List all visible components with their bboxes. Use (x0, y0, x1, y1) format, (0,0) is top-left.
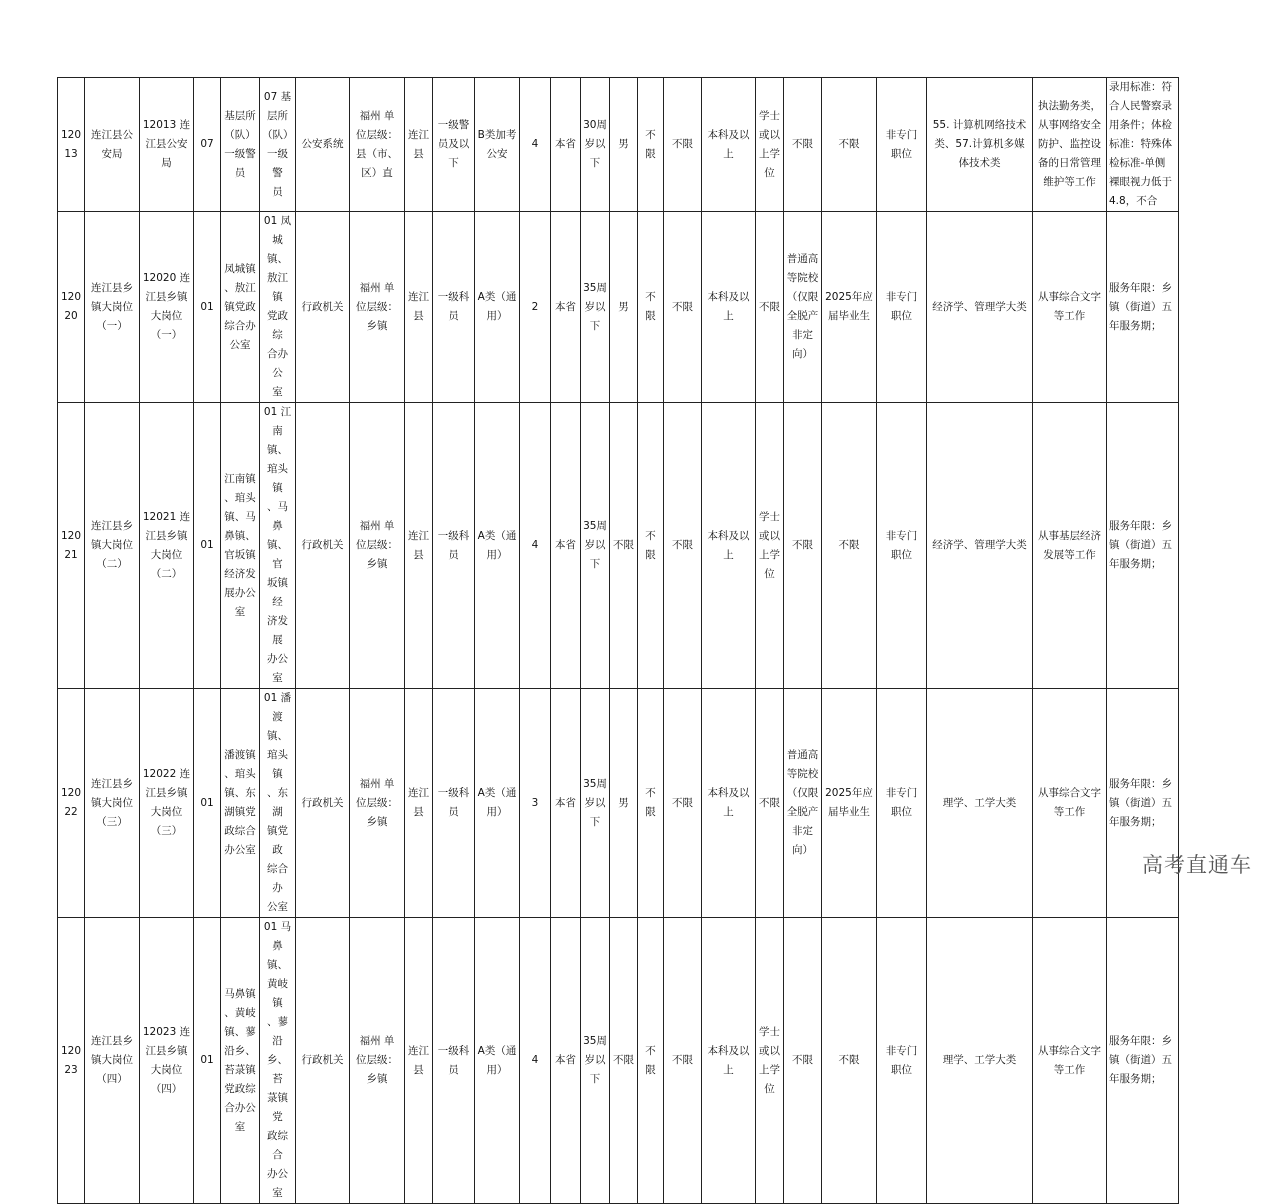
cell-job-description: 从事综合文字 等工作 (1033, 212, 1107, 403)
cell-headcount: 4 (520, 918, 551, 1204)
table-row (58, 689, 1179, 918)
cell-education: 本科及以 上 (702, 212, 756, 403)
cell-exam-category: A类（通 用） (475, 212, 520, 403)
cell-household: 本省 (551, 212, 581, 403)
cell-school-type: 不限 (784, 918, 822, 1204)
cell-gender: 男 (610, 78, 638, 212)
cell-age: 30周 岁以 下 (581, 78, 610, 212)
cell-rank: 一级科 员 (433, 403, 475, 689)
cell-unit-name: 连江县乡 镇大岗位 （三） (85, 689, 140, 918)
cell-headcount: 3 (520, 689, 551, 918)
cell-position-code: 120 22 (58, 689, 85, 918)
cell-politics: 不限 (664, 78, 702, 212)
cell-degree: 学士 或以 上学 位 (756, 918, 784, 1204)
cell-school-type: 普通高 等院校 （仅限 全脱产 非定 向） (784, 689, 822, 918)
cell-gender: 不限 (610, 403, 638, 689)
cell-remarks: 服务年限：乡 镇（街道）五 年服务期； (1107, 918, 1179, 1204)
cell-gender: 男 (610, 212, 638, 403)
cell-ethnicity: 不 限 (638, 212, 664, 403)
cell-major: 理学、工学大类 (927, 689, 1033, 918)
cell-unit-level: 福州 单 位层级： 乡镇 (350, 689, 405, 918)
cell-region: 连江 县 (405, 689, 433, 918)
cell-education: 本科及以 上 (702, 918, 756, 1204)
cell-position-no: 01 (194, 403, 221, 689)
cell-household: 本省 (551, 918, 581, 1204)
cell-remarks: 录用标准：符 合人民警察录 用条件；体检 标准：特殊体 检标准-单侧 裸眼视力低于 4.8，不合 (1107, 78, 1179, 212)
cell-position-name-short: 潘渡镇 、琯头 镇、东 湖镇党 政综合 办公室 (221, 689, 260, 918)
cell-school-type: 不限 (784, 403, 822, 689)
cell-position-no: 01 (194, 212, 221, 403)
cell-headcount: 4 (520, 78, 551, 212)
cell-age: 35周 岁以 下 (581, 403, 610, 689)
cell-position-name-short: 马鼻镇 、黄岐 镇、蓼 沿乡、 苔菉镇 党政综 合办公 室 (221, 918, 260, 1204)
cell-region: 连江 县 (405, 403, 433, 689)
cell-politics: 不限 (664, 212, 702, 403)
cell-rank: 一级科 员 (433, 212, 475, 403)
table-row (58, 403, 1179, 689)
cell-education: 本科及以 上 (702, 689, 756, 918)
cell-unit-type: 行政机关 (296, 403, 350, 689)
cell-major: 经济学、管理学大类 (927, 212, 1033, 403)
cell-job-description: 从事基层经济 发展等工作 (1033, 403, 1107, 689)
cell-unit-level: 福州 单 位层级： 乡镇 (350, 403, 405, 689)
cell-rank: 一级科 员 (433, 689, 475, 918)
cell-rank: 一级警 员及以 下 (433, 78, 475, 212)
cell-position-name: 07 基 层所 （队） 一级警 员 (260, 78, 296, 212)
cell-school-type: 不限 (784, 78, 822, 212)
watermark: 高考直通车 (1142, 853, 1252, 877)
cell-unit-code-name: 12013 连 江县公安 局 (140, 78, 194, 212)
cell-region: 连江 县 (405, 918, 433, 1204)
cell-gender: 男 (610, 689, 638, 918)
cell-major: 经济学、管理学大类 (927, 403, 1033, 689)
cell-unit-name: 连江县乡 镇大岗位 （二） (85, 403, 140, 689)
cell-unit-code-name: 12021 连 江县乡镇 大岗位 （二） (140, 403, 194, 689)
cell-graduate-status: 2025年应 届毕业生 (822, 689, 877, 918)
cell-graduate-status: 不限 (822, 918, 877, 1204)
cell-position-name: 01 凤 城镇、 敖江镇 党政综 合办公 室 (260, 212, 296, 403)
cell-remarks: 服务年限：乡 镇（街道）五 年服务期； (1107, 403, 1179, 689)
cell-unit-type: 公安系统 (296, 78, 350, 212)
cell-position-name: 01 江 南镇、 琯头镇 、马鼻 镇、官 坂镇经 济发展 办公室 (260, 403, 296, 689)
cell-unit-name: 连江县乡 镇大岗位 （四） (85, 918, 140, 1204)
cell-ethnicity: 不 限 (638, 689, 664, 918)
cell-region: 连江 县 (405, 78, 433, 212)
cell-graduate-status: 不限 (822, 78, 877, 212)
cell-position-name: 01 潘 渡镇、 琯头镇 、东湖 镇党政 综合办 公室 (260, 689, 296, 918)
table-body (58, 78, 1179, 1204)
cell-degree: 不限 (756, 212, 784, 403)
cell-position-code: 120 20 (58, 212, 85, 403)
table-row (58, 78, 1179, 212)
cell-household: 本省 (551, 689, 581, 918)
cell-age: 35周 岁以 下 (581, 689, 610, 918)
table-row (58, 212, 1179, 403)
cell-position-no: 07 (194, 78, 221, 212)
recruitment-table (57, 77, 1179, 1204)
cell-position-name: 01 马 鼻镇、 黄岐镇 、蓼沿 乡、苔 菉镇党 政综合 办公室 (260, 918, 296, 1204)
cell-position-name-short: 凤城镇 、敖江 镇党政 综合办 公室 (221, 212, 260, 403)
cell-unit-code-name: 12023 连 江县乡镇 大岗位 （四） (140, 918, 194, 1204)
cell-graduate-status: 2025年应 届毕业生 (822, 212, 877, 403)
cell-remarks: 服务年限：乡 镇（街道）五 年服务期； (1107, 212, 1179, 403)
cell-exam-category: B类加考 公安 (475, 78, 520, 212)
cell-politics: 不限 (664, 403, 702, 689)
cell-position-no: 01 (194, 918, 221, 1204)
cell-special-position: 非专门 职位 (877, 78, 927, 212)
cell-unit-type: 行政机关 (296, 212, 350, 403)
cell-unit-name: 连江县公 安局 (85, 78, 140, 212)
cell-degree: 学士 或以 上学 位 (756, 403, 784, 689)
cell-major: 理学、工学大类 (927, 918, 1033, 1204)
cell-special-position: 非专门 职位 (877, 689, 927, 918)
cell-position-name-short: 基层所 （队） 一级警 员 (221, 78, 260, 212)
cell-gender: 不限 (610, 918, 638, 1204)
cell-politics: 不限 (664, 918, 702, 1204)
cell-graduate-status: 不限 (822, 403, 877, 689)
cell-degree: 学士 或以 上学 位 (756, 78, 784, 212)
cell-job-description: 从事综合文字 等工作 (1033, 689, 1107, 918)
cell-exam-category: A类（通 用） (475, 403, 520, 689)
cell-exam-category: A类（通 用） (475, 918, 520, 1204)
cell-unit-level: 福州 单 位层级： 县（市、 区）直 (350, 78, 405, 212)
cell-job-description: 执法勤务类， 从事网络安全 防护、监控设 备的日常管理 维护等工作 (1033, 78, 1107, 212)
cell-headcount: 2 (520, 212, 551, 403)
table-row (58, 918, 1179, 1204)
cell-unit-code-name: 12022 连 江县乡镇 大岗位 （三） (140, 689, 194, 918)
cell-education: 本科及以 上 (702, 403, 756, 689)
cell-unit-level: 福州 单 位层级： 乡镇 (350, 918, 405, 1204)
cell-position-code: 120 13 (58, 78, 85, 212)
cell-job-description: 从事综合文字 等工作 (1033, 918, 1107, 1204)
cell-region: 连江 县 (405, 212, 433, 403)
cell-major: 55. 计算机网络技术 类、57.计算机多媒 体技术类 (927, 78, 1033, 212)
cell-school-type: 普通高 等院校 （仅限 全脱产 非定 向） (784, 212, 822, 403)
cell-headcount: 4 (520, 403, 551, 689)
cell-age: 35周 岁以 下 (581, 212, 610, 403)
cell-education: 本科及以 上 (702, 78, 756, 212)
cell-age: 35周 岁以 下 (581, 918, 610, 1204)
cell-unit-type: 行政机关 (296, 689, 350, 918)
cell-household: 本省 (551, 78, 581, 212)
cell-position-no: 01 (194, 689, 221, 918)
cell-position-code: 120 21 (58, 403, 85, 689)
cell-unit-name: 连江县乡 镇大岗位 （一） (85, 212, 140, 403)
cell-rank: 一级科 员 (433, 918, 475, 1204)
cell-politics: 不限 (664, 689, 702, 918)
cell-unit-code-name: 12020 连 江县乡镇 大岗位 （一） (140, 212, 194, 403)
cell-special-position: 非专门 职位 (877, 918, 927, 1204)
cell-position-name-short: 江南镇 、琯头 镇、马 鼻镇、 官坂镇 经济发 展办公 室 (221, 403, 260, 689)
cell-degree: 不限 (756, 689, 784, 918)
cell-unit-type: 行政机关 (296, 918, 350, 1204)
cell-position-code: 120 23 (58, 918, 85, 1204)
cell-household: 本省 (551, 403, 581, 689)
cell-ethnicity: 不 限 (638, 403, 664, 689)
cell-ethnicity: 不 限 (638, 78, 664, 212)
cell-remarks: 服务年限：乡 镇（街道）五 年服务期； (1107, 689, 1179, 918)
cell-exam-category: A类（通 用） (475, 689, 520, 918)
cell-special-position: 非专门 职位 (877, 403, 927, 689)
cell-ethnicity: 不 限 (638, 918, 664, 1204)
cell-special-position: 非专门 职位 (877, 212, 927, 403)
cell-unit-level: 福州 单 位层级： 乡镇 (350, 212, 405, 403)
